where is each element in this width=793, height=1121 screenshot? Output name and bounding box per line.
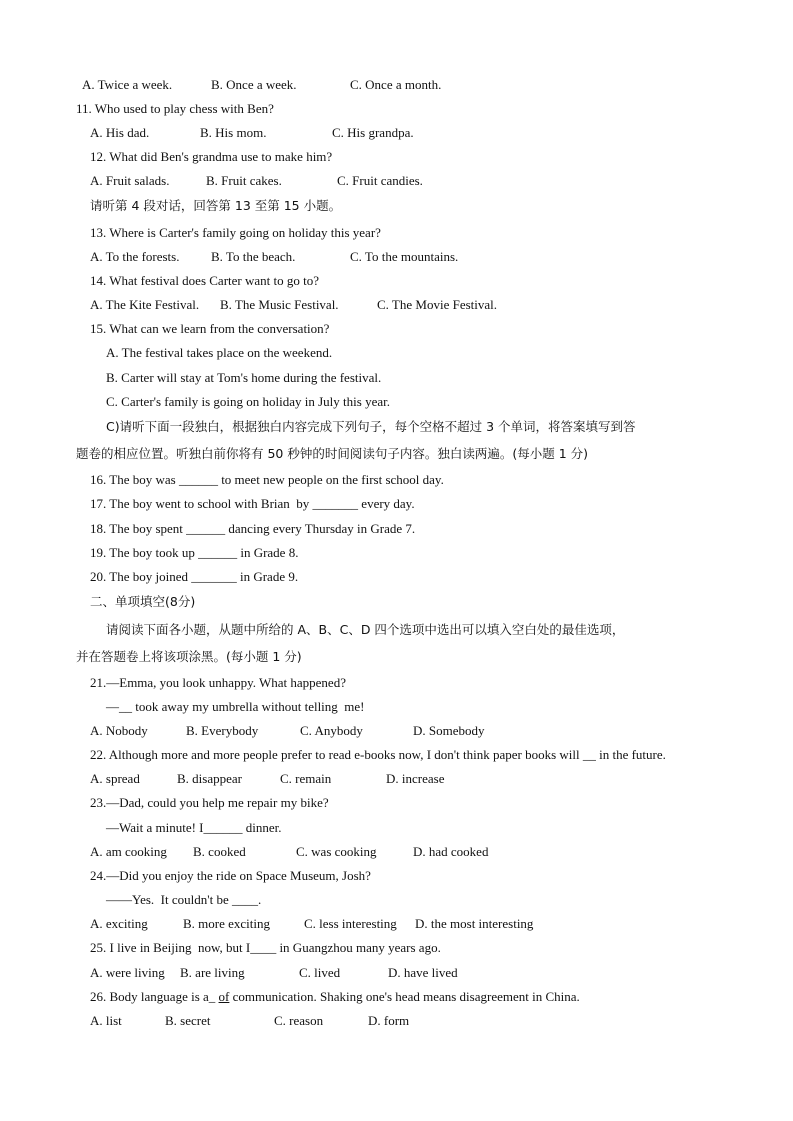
q12-option-c: C. Fruit candies. (337, 173, 423, 188)
q15-option-a: A. The festival takes place on the weekend. (106, 345, 333, 360)
q23-line2: —Wait a minute! I______ dinner. (106, 820, 282, 835)
q10-option-b: B. Once a week. (211, 77, 297, 92)
q11-option-c: C. His grandpa. (332, 125, 414, 140)
q11-question: 11. Who used to play chess with Ben? (76, 101, 274, 116)
q22-option-d: D. increase (386, 771, 445, 786)
q21-option-c: C. Anybody (300, 723, 363, 738)
q12-option-b: B. Fruit cakes. (206, 173, 282, 188)
q22-options (90, 771, 490, 787)
q25-option-d: D. have lived (388, 965, 458, 980)
q21-option-b: B. Everybody (186, 723, 259, 738)
q10-option-a: A. Twice a week. (82, 77, 173, 92)
q12-question: 12. What did Ben's grandma use to make him? (90, 149, 333, 164)
q13-option-c: C. To the mountains. (350, 249, 459, 264)
q21-option-d: D. Somebody (413, 723, 485, 738)
q10-options (82, 77, 482, 93)
q13-options (90, 249, 490, 265)
q26-text-pre: 26. Body language is a_ (90, 989, 219, 1004)
q25-option-a: A. were living (90, 965, 165, 980)
q22-line1: 22. Although more and more people prefer to read e-books now, I don't think paper books will __ in the future. (90, 747, 666, 762)
q14-option-c: C. The Movie Festival. (377, 297, 498, 312)
q22-option-c: C. remain (280, 771, 332, 786)
q14-option-a: A. The Kite Festival. (90, 297, 200, 312)
q22-option-b: B. disappear (177, 771, 242, 786)
q13-option-b: B. To the beach. (211, 249, 296, 264)
q24-option-d: D. the most interesting (415, 916, 534, 931)
partc-instruction-line2: 题卷的相应位置。听独白前你将有 50 秒钟的时间阅读句子内容。独白读两遍。(每小题 1 分) (76, 446, 589, 461)
q25-options (90, 965, 510, 981)
q26-option-c: C. reason (274, 1013, 324, 1028)
q26-options (90, 1013, 490, 1029)
q21-options (90, 723, 510, 739)
q12-option-a: A. Fruit salads. (90, 173, 170, 188)
q23-option-c: C. was cooking (296, 844, 377, 859)
q24-line2: ——Yes. It couldn't be ____. (106, 892, 262, 907)
q24-option-a: A. exciting (90, 916, 148, 931)
q26-underlined-word: of (218, 989, 230, 1004)
q21-line1: 21.—Emma, you look unhappy. What happened? (90, 675, 346, 690)
q22-option-a: A. spread (90, 771, 140, 786)
q21-option-a: A. Nobody (90, 723, 148, 738)
section2-instruction-line2: 并在答题卷上将该项涂黑。(每小题 1 分) (76, 649, 302, 664)
q11-option-a: A. His dad. (90, 125, 150, 140)
q13-question: 13. Where is Carter's family going on holiday this year? (90, 225, 381, 240)
q12-options (90, 173, 490, 189)
section2-instruction-line1: 请阅读下面各小题，从题中所给的 A、B、C、D 四个选项中选出可以填入空白处的最佳选项， (106, 622, 625, 637)
q26-option-a: A. list (90, 1013, 122, 1028)
q25-line1: 25. I live in Beijing now, but I____ in Guangzhou many years ago. (90, 940, 441, 955)
fill-item-20: 20. The boy joined _______ in Grade 9. (90, 569, 299, 584)
section4-instruction: 请听第 4 段对话，回答第 13 至第 15 小题。 (90, 198, 342, 213)
q14-option-b: B. The Music Festival. (220, 297, 339, 312)
fill-item-18: 18. The boy spent ______ dancing every Thursday in Grade 7. (90, 521, 416, 536)
q24-option-c: C. less interesting (304, 916, 397, 931)
q23-options (90, 844, 510, 860)
q24-option-b: B. more exciting (183, 916, 271, 931)
q23-option-a: A. am cooking (90, 844, 167, 859)
q14-options (90, 297, 520, 313)
partc-instruction-line1: C)请听下面一段独白，根据独白内容完成下列句子，每个空格不超过 3 个单词，将答案填写到答 (106, 419, 636, 434)
q26-option-d: D. form (368, 1013, 410, 1028)
q24-options (90, 916, 560, 932)
q26-option-b: B. secret (165, 1013, 211, 1028)
q11-options (90, 125, 490, 141)
q26-line1 (90, 989, 580, 1005)
q25-option-b: B. are living (180, 965, 245, 980)
q23-option-d: D. had cooked (413, 844, 489, 859)
q23-option-b: B. cooked (193, 844, 246, 859)
q13-option-a: A. To the forests. (90, 249, 180, 264)
q15-question: 15. What can we learn from the conversation? (90, 321, 330, 336)
q24-line1: 24.—Did you enjoy the ride on Space Museum, Josh? (90, 868, 371, 883)
q15-option-c: C. Carter's family is going on holiday in July this year. (106, 394, 390, 409)
q25-option-c: C. lived (299, 965, 341, 980)
fill-item-17: 17. The boy went to school with Brian by _______ every day. (90, 496, 415, 511)
q11-option-b: B. His mom. (200, 125, 267, 140)
q15-option-b: B. Carter will stay at Tom's home during the festival. (106, 370, 382, 385)
fill-item-16: 16. The boy was ______ to meet new people on the first school day. (90, 472, 444, 487)
q21-line2: —__ took away my umbrella without telling me! (106, 699, 365, 714)
section2-heading: 二、单项填空(8分) (90, 594, 196, 609)
fill-item-19: 19. The boy took up ______ in Grade 8. (90, 545, 299, 560)
q10-option-c: C. Once a month. (350, 77, 442, 92)
q26-text-post: communication. Shaking one's head means disagreement in China. (229, 989, 580, 1004)
q14-question: 14. What festival does Carter want to go to? (90, 273, 320, 288)
q23-line1: 23.—Dad, could you help me repair my bike? (90, 795, 329, 810)
